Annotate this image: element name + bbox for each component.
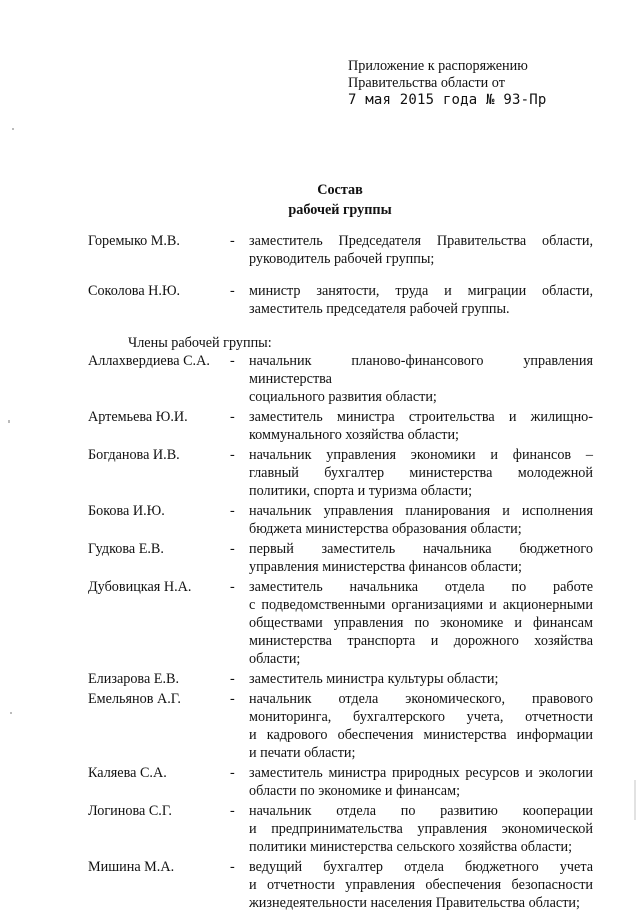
roster-row [88, 764, 593, 800]
dash-separator: - [230, 765, 235, 781]
dash-separator: - [230, 691, 235, 707]
role-line: социального развития области; [249, 389, 437, 405]
role-line: заместитель начальника отдела по работе [249, 579, 593, 595]
dash-separator: - [230, 283, 235, 299]
roster-row [88, 232, 593, 268]
member-role [249, 764, 593, 800]
dash-separator: - [230, 233, 235, 249]
roster-row [88, 352, 593, 406]
role-line: первый заместитель начальника бюджетного [249, 541, 593, 557]
member-role [249, 408, 593, 444]
role-line: министр занятости, труда и миграции области, [249, 283, 593, 299]
member-role [249, 540, 593, 576]
role-line: начальник отдела по развитию кооперации [249, 803, 593, 819]
member-role [249, 446, 593, 500]
scan-edge-mark [634, 780, 636, 820]
dash-separator: - [230, 579, 235, 595]
title-line-1: Состав [317, 182, 363, 198]
dash-separator: - [230, 803, 235, 819]
member-role [249, 858, 593, 912]
member-name: Соколова Н.Ю. [88, 283, 181, 299]
member-name: Гудкова Е.В. [88, 541, 164, 557]
role-line: министерства транспорта и дорожного хозяйства [249, 633, 593, 649]
role-line: начальник управления экономики и финансов – [249, 447, 593, 463]
dash-separator: - [230, 353, 235, 369]
role-line: политики министерства сельского хозяйства области; [249, 839, 573, 855]
appendix-date-line: 7 мая 2015 года № 93-Пр [348, 92, 547, 108]
role-line: обществами управления по экономике и финансам [249, 615, 593, 631]
role-line: заместитель Председателя Правительства области, [249, 233, 593, 249]
member-role [249, 352, 593, 406]
role-line: мониторинга, бухгалтерского учета, отчетности [249, 709, 593, 725]
role-line: политики, спорта и туризма области; [249, 483, 473, 499]
scan-speck [8, 420, 10, 423]
role-line: жизнедеятельности населения Правительства области; [249, 895, 580, 911]
member-name: Дубовицкая Н.А. [88, 579, 192, 595]
roster-row [88, 690, 593, 762]
member-name: Мишина М.А. [88, 859, 175, 875]
appendix-header [348, 58, 618, 109]
role-line: с подведомственными организациями и акционерными [249, 597, 593, 613]
role-line: начальник планово-финансового управления министерства [249, 353, 593, 387]
title-line-2: рабочей группы [288, 202, 392, 218]
appendix-line-2: Правительства области от [348, 75, 505, 91]
member-name: Логинова С.Г. [88, 803, 172, 819]
roster-row [88, 858, 593, 912]
roster-row [88, 540, 593, 576]
dash-separator: - [230, 447, 235, 463]
role-line: заместитель министра культуры области; [249, 671, 499, 687]
member-role [249, 670, 593, 688]
dash-separator: - [230, 503, 235, 519]
roster-row [88, 446, 593, 500]
role-line: заместитель министра строительства и жилищно- [249, 409, 593, 425]
role-line: заместитель председателя рабочей группы. [249, 301, 510, 317]
member-name: Аллахвердиева С.А. [88, 353, 210, 369]
role-line: области; [249, 651, 301, 667]
role-line: главный бухгалтер министерства молодежной [249, 465, 593, 481]
dash-separator: - [230, 859, 235, 875]
role-line: начальник управления планирования и исполнения [249, 503, 593, 519]
member-role [249, 232, 593, 268]
members-heading: Члены рабочей группы: [128, 335, 272, 351]
dash-separator: - [230, 409, 235, 425]
document-title [230, 180, 450, 220]
member-role [249, 802, 593, 856]
role-line: руководитель рабочей группы; [249, 251, 435, 267]
role-line: управления министерства финансов области; [249, 559, 522, 575]
members-list [88, 352, 593, 914]
member-name: Бокова И.Ю. [88, 503, 165, 519]
spacer [88, 268, 593, 282]
role-line: бюджета министерства образования области; [249, 521, 522, 537]
roster [88, 232, 593, 914]
member-name: Каляева С.А. [88, 765, 167, 781]
scan-speck [10, 712, 12, 714]
roster-row [88, 578, 593, 668]
appendix-line-1: Приложение к распоряжению [348, 58, 528, 74]
role-line: начальник отдела экономического, правового [249, 691, 593, 707]
scan-speck [12, 128, 14, 130]
roster-row [88, 802, 593, 856]
roster-row [88, 282, 593, 318]
role-line: заместитель министра природных ресурсов и экологии [249, 765, 593, 781]
member-role [249, 578, 593, 668]
member-name: Горемыко М.В. [88, 233, 180, 249]
role-line: и печати области; [249, 745, 356, 761]
role-line: и отчетности управления обеспечения безопасности [249, 877, 593, 893]
member-name: Артемьева Ю.И. [88, 409, 188, 425]
member-role [249, 282, 593, 318]
member-name: Емельянов А.Г. [88, 691, 181, 707]
dash-separator: - [230, 671, 235, 687]
role-line: и предпринимательства управления экономической [249, 821, 593, 837]
roster-row [88, 502, 593, 538]
leaders-list [88, 232, 593, 318]
role-line: области по экономике и финансам; [249, 783, 461, 799]
member-name: Елизарова Е.В. [88, 671, 180, 687]
member-role [249, 690, 593, 762]
role-line: коммунального хозяйства области; [249, 427, 459, 443]
dash-separator: - [230, 541, 235, 557]
role-line: и кадрового обеспечения министерства информации [249, 727, 593, 743]
roster-row [88, 408, 593, 444]
role-line: ведущий бухгалтер отдела бюджетного учета [249, 859, 593, 875]
member-name: Богданова И.В. [88, 447, 180, 463]
member-role [249, 502, 593, 538]
roster-row [88, 670, 593, 688]
